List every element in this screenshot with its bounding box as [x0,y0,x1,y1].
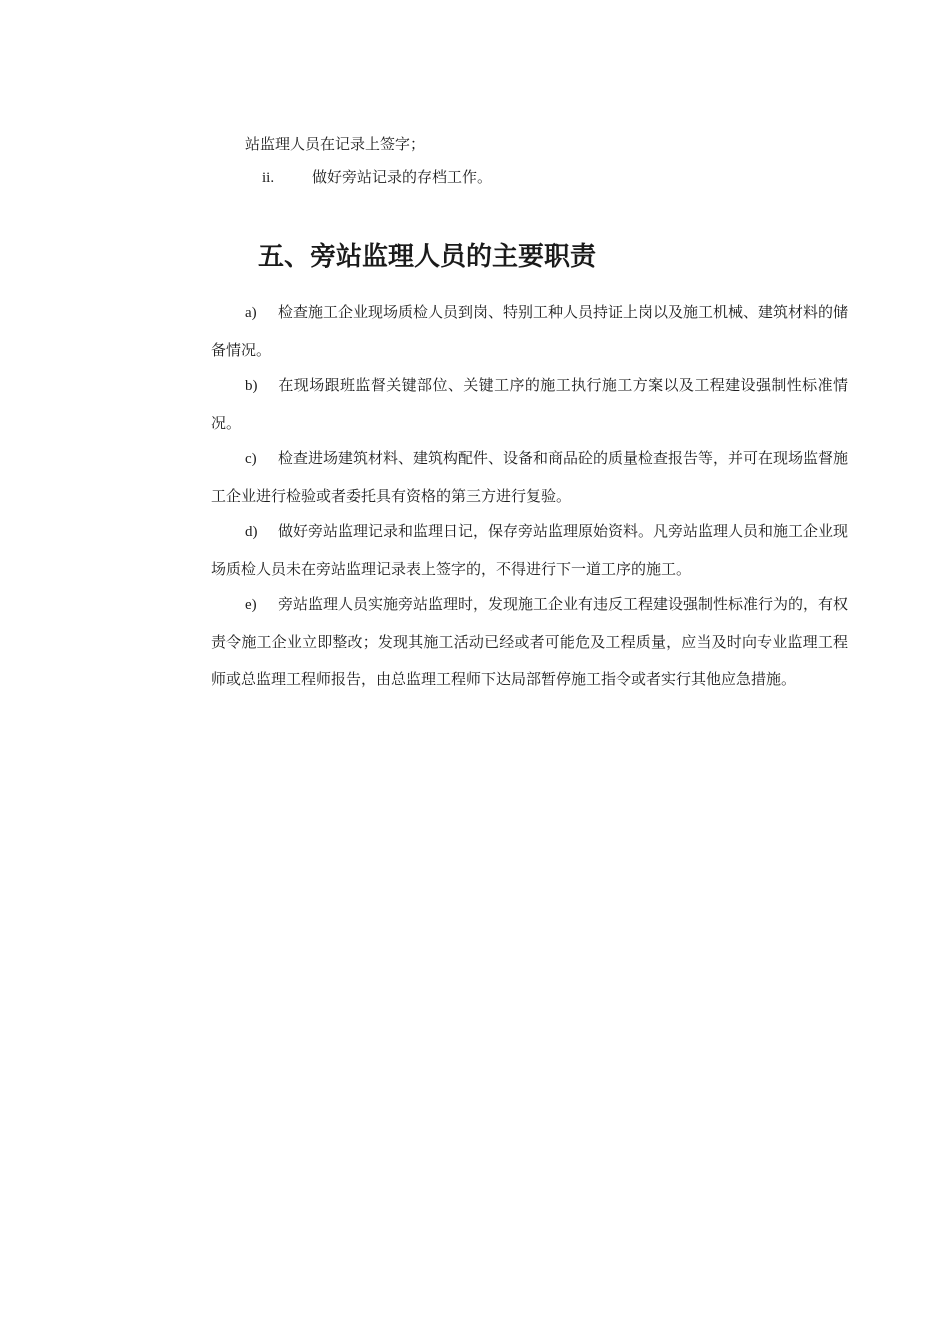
duty-marker: b) [245,378,258,394]
duties-list [211,294,848,696]
section-heading: 五、旁站监理人员的主要职责 [258,242,597,272]
duty-text: 检查进场建筑材料、建筑构配件、设备和商品砼的质量检查报告等，并可在现场监督施工企业进行检验或者委托具有资格的第三方进行复验。 [211,449,849,505]
duty-text: 检查施工企业现场质检人员到岗、特别工种人员持证上岗以及施工机械、建筑材料的储备情况。 [211,303,849,359]
duty-item-e [211,586,848,698]
roman-list-item [262,166,492,189]
continuation-line [245,133,425,155]
duty-item-d [211,513,848,588]
duty-text: 在现场跟班监督关键部位、关键工序的施工执行施工方案以及工程建设强制性标准情况。 [211,376,848,432]
duty-item-b [211,367,848,442]
duty-text: 旁站监理人员实施旁站监理时，发现施工企业有违反工程建设强制性标准行为的，有权责令施工企业立即整改；发现其施工活动已经或者可能危及工程质量，应当及时向专业监理工程师或总监理工程师报告，由总监理工程师下达局部暂停施工指令或者实行其他应急措施。 [211,595,849,688]
duty-marker: e) [245,597,257,613]
duty-item-a [211,294,848,369]
duty-item-c [211,440,848,515]
duty-text: 做好旁站监理记录和监理日记，保存旁站监理原始资料。凡旁站监理人员和施工企业现场质检人员未在旁站监理记录表上签字的，不得进行下一道工序的施工。 [211,522,849,578]
duty-marker: d) [245,524,258,540]
continuation-text: 站监理人员在记录上签字； [245,135,426,153]
duty-marker: c) [245,451,257,467]
roman-list-text: 做好旁站记录的存档工作。 [312,168,493,186]
duty-marker: a) [245,305,257,321]
roman-list-marker: ii. [262,170,275,186]
